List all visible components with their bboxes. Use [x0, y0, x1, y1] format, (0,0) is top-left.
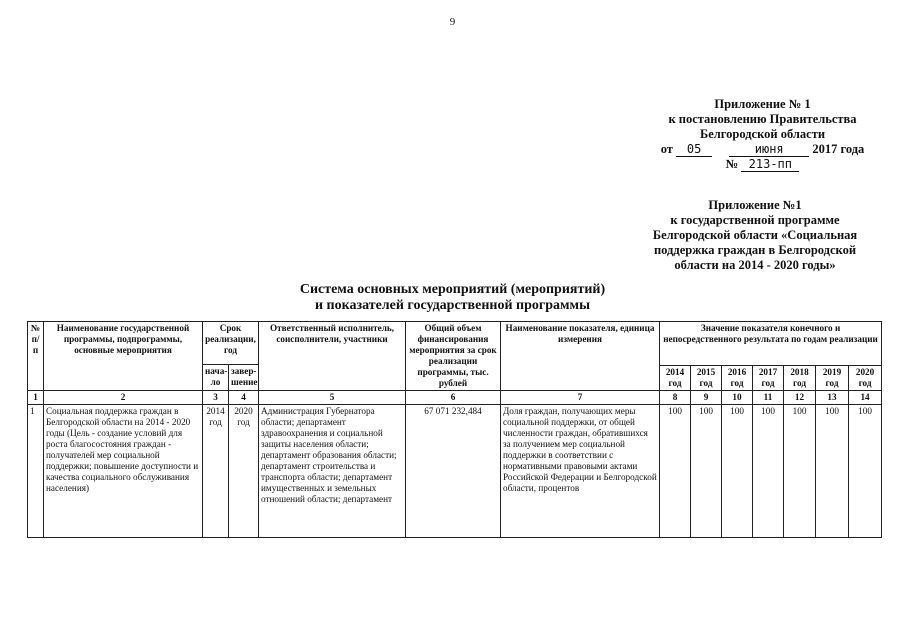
header-term: Срок реализации, год — [203, 322, 259, 365]
appendix-resolution — [645, 97, 880, 172]
row-funding: 67 071 232,484 — [406, 405, 501, 538]
date-month: июня — [729, 143, 809, 157]
column-number: 4 — [229, 391, 259, 405]
date-prefix: от — [660, 142, 673, 156]
table-row — [28, 405, 882, 538]
column-number: 8 — [660, 391, 691, 405]
page-number: 9 — [449, 16, 456, 28]
table-title — [0, 282, 905, 314]
header-year: 2015 год — [691, 366, 722, 391]
appendix-program-line3: поддержка граждан в Белгородской — [653, 243, 857, 257]
column-number: 5 — [259, 391, 406, 405]
column-number-row — [28, 391, 882, 405]
header-year: 2017 год — [753, 366, 784, 391]
row-value: 100 — [660, 405, 691, 538]
row-indicator: Доля граждан, получающих меры социальной поддержки, от общей численности граждан, обратившихся за получением мер социальной поддержки в соответствии с нормативными правовыми актами Российской Федерации и Белгородской области, процентов — [501, 405, 660, 538]
header-year: 2016 год — [722, 366, 753, 391]
row-responsible: Администрация Губернатора области; департамент здравоохранения и социальной защиты населения области; департамент образования области; департамент строительства и транспорта области; департамент имущественных и земельных отношений области; департамент — [259, 405, 406, 538]
appendix-resolution-line2: Белгородской области — [699, 127, 826, 141]
column-number: 12 — [784, 391, 816, 405]
appendix-resolution-date — [645, 142, 880, 157]
header-year: 2018 год — [784, 366, 816, 391]
row-end: 2020 год — [229, 405, 259, 538]
column-number: 14 — [849, 391, 882, 405]
column-number: 13 — [816, 391, 849, 405]
row-value: 100 — [722, 405, 753, 538]
table-title-line2: и показателей государственной программы — [314, 298, 591, 313]
column-number: 2 — [44, 391, 203, 405]
header-funding: Общий объем финансирования мероприятия за срок реализации программы, тыс. рублей — [406, 322, 501, 391]
header-year: 2014 год — [660, 366, 691, 391]
row-value: 100 — [849, 405, 882, 538]
date-year: 2017 года — [812, 142, 865, 156]
number-value: 213-пп — [741, 158, 799, 172]
appendix-program — [630, 198, 880, 273]
header-indicator: Наименование показателя, единица измерения — [501, 322, 660, 391]
appendix-program-line2: Белгородской области «Социальная — [652, 228, 858, 242]
date-day: 05 — [676, 143, 712, 157]
table-title-line1: Система основных мероприятий (мероприятий) — [299, 282, 606, 297]
header-term-end: завер-шение — [229, 365, 259, 391]
appendix-resolution-number — [645, 157, 880, 172]
column-number: 7 — [501, 391, 660, 405]
row-value: 100 — [753, 405, 784, 538]
appendix-resolution-title: Приложение № 1 — [714, 97, 811, 111]
activities-table — [27, 321, 882, 538]
column-number: 3 — [203, 391, 229, 405]
header-name: Наименование государственной программы, подпрограммы, основные мероприятия — [44, 322, 203, 391]
appendix-program-line4: области на 2014 - 2020 годы» — [674, 258, 836, 272]
header-num: № п/п — [28, 322, 44, 391]
column-number: 1 — [28, 391, 44, 405]
row-num: 1 — [28, 405, 44, 538]
number-prefix: № — [725, 157, 739, 171]
row-value: 100 — [816, 405, 849, 538]
header-year: 2020 год — [849, 366, 882, 391]
column-number: 11 — [753, 391, 784, 405]
column-number: 9 — [691, 391, 722, 405]
column-number: 10 — [722, 391, 753, 405]
appendix-program-title: Приложение №1 — [708, 198, 802, 212]
header-year: 2019 год — [816, 366, 849, 391]
row-name: Социальная поддержка граждан в Белгородской области на 2014 - 2020 годы (Цель - создание условий для роста благосостояния граждан - получателей мер социальной поддержки; повышение доступности и качества социального обслуживания населения) — [44, 405, 203, 538]
row-start: 2014 год — [203, 405, 229, 538]
row-value: 100 — [784, 405, 816, 538]
header-values: Значение показателя конечного и непосредственного результата по годам реализации — [660, 322, 882, 366]
row-value: 100 — [691, 405, 722, 538]
header-responsible: Ответственный исполнитель, соисполнители, участники — [259, 322, 406, 391]
appendix-program-line1: к государственной программе — [670, 213, 840, 227]
appendix-resolution-line1: к постановлению Правительства — [668, 112, 857, 126]
header-term-start: нача-ло — [203, 365, 229, 391]
column-number: 6 — [406, 391, 501, 405]
